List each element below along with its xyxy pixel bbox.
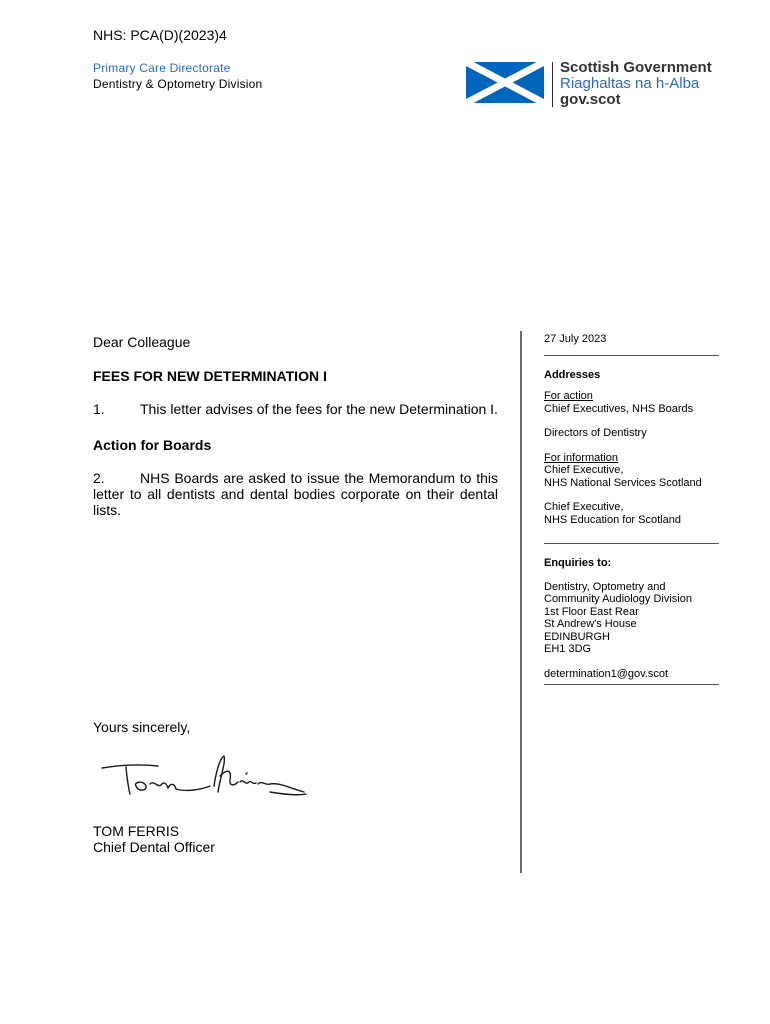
letter-body: [93, 332, 498, 518]
enquiries-heading: Enquiries to:: [544, 557, 612, 569]
signer-block: [93, 823, 215, 855]
column-divider: [520, 331, 522, 873]
sidebar-rule: [544, 355, 719, 356]
handwritten-signature: [100, 752, 310, 804]
address-line: 1st Floor East Rear: [544, 605, 639, 618]
salutation: Dear Colleague: [93, 334, 191, 350]
logo-name-english: Scottish Government: [560, 59, 712, 76]
address-line: EH1 3DG: [544, 643, 592, 655]
paragraph-2-number: 2.: [93, 470, 105, 486]
for-info-recipient-2-title: Chief Executive,: [544, 501, 624, 513]
sidebar-rule: [544, 543, 719, 544]
paragraph-1-text: This letter advises of the fees for the new Determination I.: [140, 401, 498, 417]
paragraph-1-number: 1.: [93, 401, 105, 417]
paragraph-2: [93, 470, 498, 518]
for-info-recipient-1-org: NHS National Services Scotland: [544, 476, 702, 489]
sidebar: [544, 333, 719, 685]
sidebar-rule: [544, 684, 719, 685]
enquiries-address: [544, 581, 719, 656]
for-information-label: For information: [544, 451, 618, 464]
logo-divider: [552, 62, 553, 107]
for-info-recipient-2-org: NHS Education for Scotland: [544, 513, 681, 526]
for-info-recipient-1-title: Chief Executive,: [544, 464, 624, 476]
signer-name: TOM FERRIS: [93, 823, 180, 839]
address-line: EDINBURGH: [544, 630, 611, 643]
logo-name-gaelic: Riaghaltas na h-Alba: [560, 75, 700, 92]
signer-title: Chief Dental Officer: [93, 839, 215, 855]
saltire-flag-icon: [466, 62, 544, 103]
letter-subject: FEES FOR NEW DETERMINATION I: [93, 368, 327, 384]
for-action-recipient-2: Directors of Dentistry: [544, 427, 647, 439]
division-name: Dentistry & Optometry Division: [93, 77, 263, 91]
letter-date: 27 July 2023: [544, 333, 607, 345]
directorate-name: Primary Care Directorate: [93, 61, 231, 75]
closing-phrase: Yours sincerely,: [93, 719, 191, 735]
document-reference: NHS: PCA(D)(2023)4: [93, 27, 227, 43]
address-line: St Andrew's House: [544, 618, 637, 630]
paragraph-1: [93, 401, 498, 417]
logo-url: gov.scot: [560, 91, 621, 108]
for-action-recipient-1: Chief Executives, NHS Boards: [544, 402, 694, 415]
addresses-heading: Addresses: [544, 368, 601, 381]
action-heading: Action for Boards: [93, 437, 212, 453]
for-action-label: For action: [544, 390, 593, 402]
enquiries-email[interactable]: determination1@gov.scot: [544, 667, 669, 680]
paragraph-2-text: NHS Boards are asked to issue the Memorandum to this letter to all dentists and dental bodies corporate on their dental lists.: [93, 470, 498, 518]
address-line: Community Audiology Division: [544, 593, 692, 605]
address-line: Dentistry, Optometry and: [544, 580, 666, 593]
